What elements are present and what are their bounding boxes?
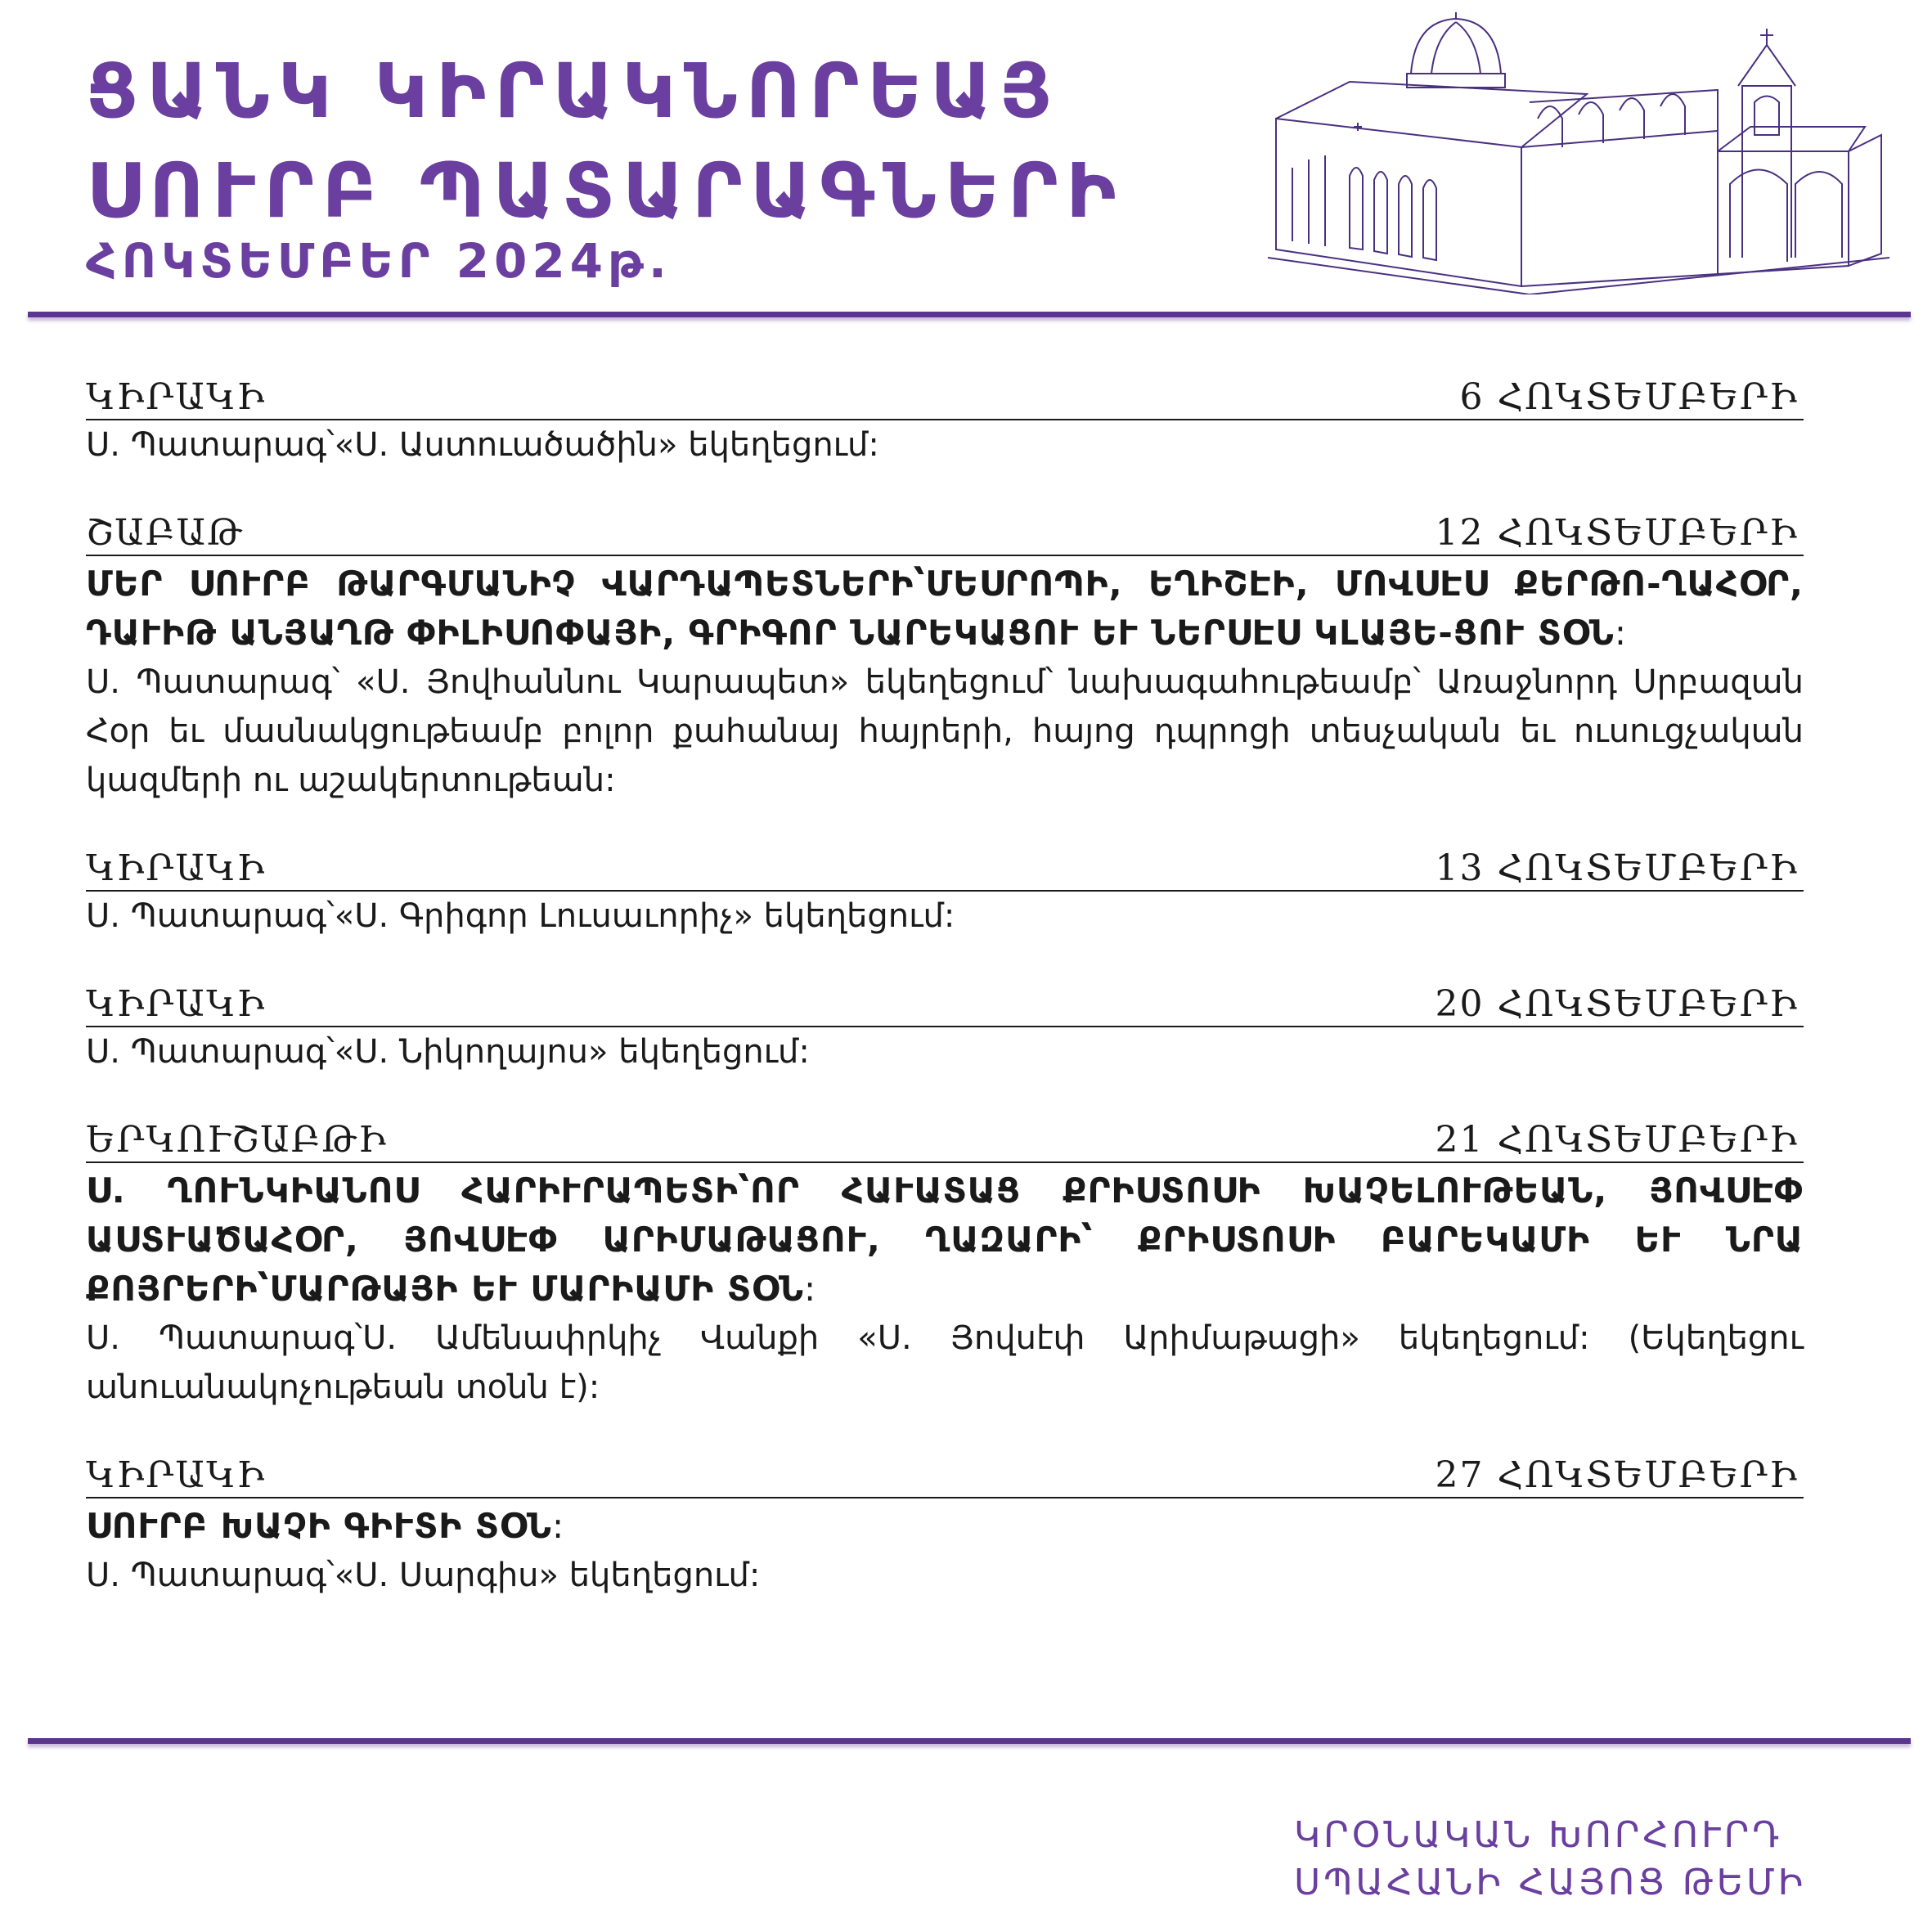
entry-date: 20 ՀՈԿՏԵՄԲԵՐԻ — [1435, 983, 1799, 1025]
entry-feast: Ս. ՂՈՒՆԿԻԱՆՈՍ ՀԱՐԻՒՐԱՊԵՏԻ՝ՈՐ ՀԱՒԱՏԱՑ ՔՐԻՍՏՈՍԻ ԽԱՉԵԼՈՒԹԵԱՆ, ՅՈՎՍԷՓ ԱՍՏՒԱԾԱՀՕՐ, ՅՈՎՍԷՓ ԱՐԻՄԱԹԱՑՈՒ, ՂԱԶԱՐԻ՝ ՔՐԻՍՏՈՍԻ ԲԱՐԵԿԱՄԻ ԵՒ ՆՐԱ ՔՈՅՐԵՐԻ՝ՄԱՐԹԱՅԻ ԵՒ ՄԱՐԻԱՄԻ ՏՕՆ: — [86, 1170, 1804, 1309]
entry-day: ԿԻՐԱԿԻ — [86, 847, 267, 889]
schedule-list — [86, 375, 1804, 1641]
entry-feast-text: ՄԵՐ ՍՈՒՐԲ ԹԱՐԳՄԱՆԻՉ ՎԱՐԴԱՊԵՏՆԵՐԻ՝ՄԵՍՐՈՊԻ, ԵՂԻՇԷԻ, ՄՈՎՍԷՍ ՔԵՐԹՈ-ՂԱՀՕՐ, ԴԱՒԻԹ ԱՆՅԱՂԹ ՓԻԼԻՍՈՓԱՅԻ, ԳՐԻԳՈՐ ՆԱՐԵԿԱՑՈՒ ԵՒ ՆԵՐՍԷՍ ԿԼԱՅԵ-ՑՈՒ ՏՕՆ — [86, 564, 1804, 653]
church-illustration — [1260, 12, 1898, 294]
schedule-entry — [86, 1117, 1804, 1412]
top-divider — [28, 312, 1911, 317]
entry-header — [86, 375, 1804, 420]
entry-description: Ս. Պատարագ՝«Ս. Նիկողայոս» եկեղեցում: — [86, 1033, 810, 1071]
schedule-entry — [86, 846, 1804, 941]
entry-date: 27 ՀՈԿՏԵՄԲԵՐԻ — [1435, 1454, 1799, 1496]
bottom-divider — [28, 1738, 1911, 1744]
entry-description: Ս. Պատարագ՝Ս. Ամենափրկիչ Վանքի «Ս. Յովսէփ Արիմաթացի» եկեղեցում: (Եկեղեցու անուանակոչութեան տօնն է): — [86, 1319, 1804, 1406]
schedule-entry — [86, 1453, 1804, 1600]
entry-feast-text: ՍՈՒՐԲ ԽԱՉԻ ԳԻՒՏԻ ՏՕՆ — [86, 1506, 552, 1546]
schedule-entry — [86, 375, 1804, 470]
entry-header — [86, 982, 1804, 1027]
entry-day: ԿԻՐԱԿԻ — [86, 376, 267, 418]
footer-line2: ՍՊԱՀԱՆԻ ՀԱՅՈՑ ԹԵՄԻ — [1294, 1862, 1807, 1903]
entry-header — [86, 510, 1804, 556]
entry-day: ԿԻՐԱԿԻ — [86, 983, 267, 1025]
entry-feast: ՍՈՒՐԲ ԽԱՉԻ ԳԻՒՏԻ ՏՕՆ: — [86, 1506, 565, 1546]
entry-header — [86, 1453, 1804, 1498]
schedule-entry — [86, 982, 1804, 1076]
page-title-line1: ՑԱՆԿ ԿԻՐԱԿՆՈՐԵԱՅ — [86, 47, 1060, 135]
entry-day: ՇԱԲԱԹ — [86, 512, 244, 554]
footer-line1: ԿՐՕՆԱԿԱՆ ԽՈՐՀՈՒՐԴ — [1294, 1814, 1783, 1856]
entry-description: Ս. Պատարագ՝«Ս. Աստուածածին» եկեղեցում: — [86, 426, 879, 464]
entry-date: 21 ՀՈԿՏԵՄԲԵՐԻ — [1435, 1119, 1799, 1161]
entry-feast-text: Ս. ՂՈՒՆԿԻԱՆՈՍ ՀԱՐԻՒՐԱՊԵՏԻ՝ՈՐ ՀԱՒԱՏԱՑ ՔՐԻՍՏՈՍԻ ԽԱՉԵԼՈՒԹԵԱՆ, ՅՈՎՍԷՓ ԱՍՏՒԱԾԱՀՕՐ, ՅՈՎՍԷՓ ԱՐԻՄԱԹԱՑՈՒ, ՂԱԶԱՐԻ՝ ՔՐԻՍՏՈՍԻ ԲԱՐԵԿԱՄԻ ԵՒ ՆՐԱ ՔՈՅՐԵՐԻ՝ՄԱՐԹԱՅԻ ԵՒ ՄԱՐԻԱՄԻ ՏՕՆ — [86, 1170, 1804, 1309]
footer-signature — [1294, 1812, 1806, 1907]
entry-description: Ս. Պատարագ՝ «Ս. Յովհաննու Կարապետ» եկեղեցում՝ նախագահութեամբ՝ Առաջնորդ Սրբազան Հօր եւ մասնակցութեամբ բոլոր քահանայ հայրերի, հայոց դպրոցի տեսչական եւ ուսուցչական կազմերի ու աշակերտութեան: — [86, 663, 1804, 799]
page-subtitle: ՀՈԿՏԵՄԲԵՐ 2024թ. — [86, 233, 672, 289]
entry-day: ԿԻՐԱԿԻ — [86, 1454, 267, 1496]
entry-date: 12 ՀՈԿՏԵՄԲԵՐԻ — [1435, 512, 1799, 554]
entry-description: Ս. Պատարագ՝«Ս. Սարգիս» եկեղեցում: — [86, 1557, 761, 1594]
page-title-line2: ՍՈՒՐԲ ՊԱՏԱՐԱԳՆԵՐԻ — [86, 147, 1125, 235]
entry-header — [86, 846, 1804, 892]
entry-day: ԵՐԿՈՒՇԱԲԹԻ — [86, 1119, 388, 1161]
schedule-entry — [86, 510, 1804, 805]
entry-header — [86, 1117, 1804, 1163]
entry-date: 6 ՀՈԿՏԵՄԲԵՐԻ — [1459, 376, 1799, 418]
entry-date: 13 ՀՈԿՏԵՄԲԵՐԻ — [1435, 847, 1799, 889]
entry-description: Ս. Պատարագ՝«Ս. Գրիգոր Լուսաւորիչ» եկեղեցում: — [86, 897, 955, 935]
entry-feast: ՄԵՐ ՍՈՒՐԲ ԹԱՐԳՄԱՆԻՉ ՎԱՐԴԱՊԵՏՆԵՐԻ՝ՄԵՍՐՈՊԻ, ԵՂԻՇԷԻ, ՄՈՎՍԷՍ ՔԵՐԹՈ-ՂԱՀՕՐ, ԴԱՒԻԹ ԱՆՅԱՂԹ ՓԻԼԻՍՈՓԱՅԻ, ԳՐԻԳՈՐ ՆԱՐԵԿԱՑՈՒ ԵՒ ՆԵՐՍԷՍ ԿԼԱՅԵ-ՑՈՒ ՏՕՆ: — [86, 564, 1804, 653]
